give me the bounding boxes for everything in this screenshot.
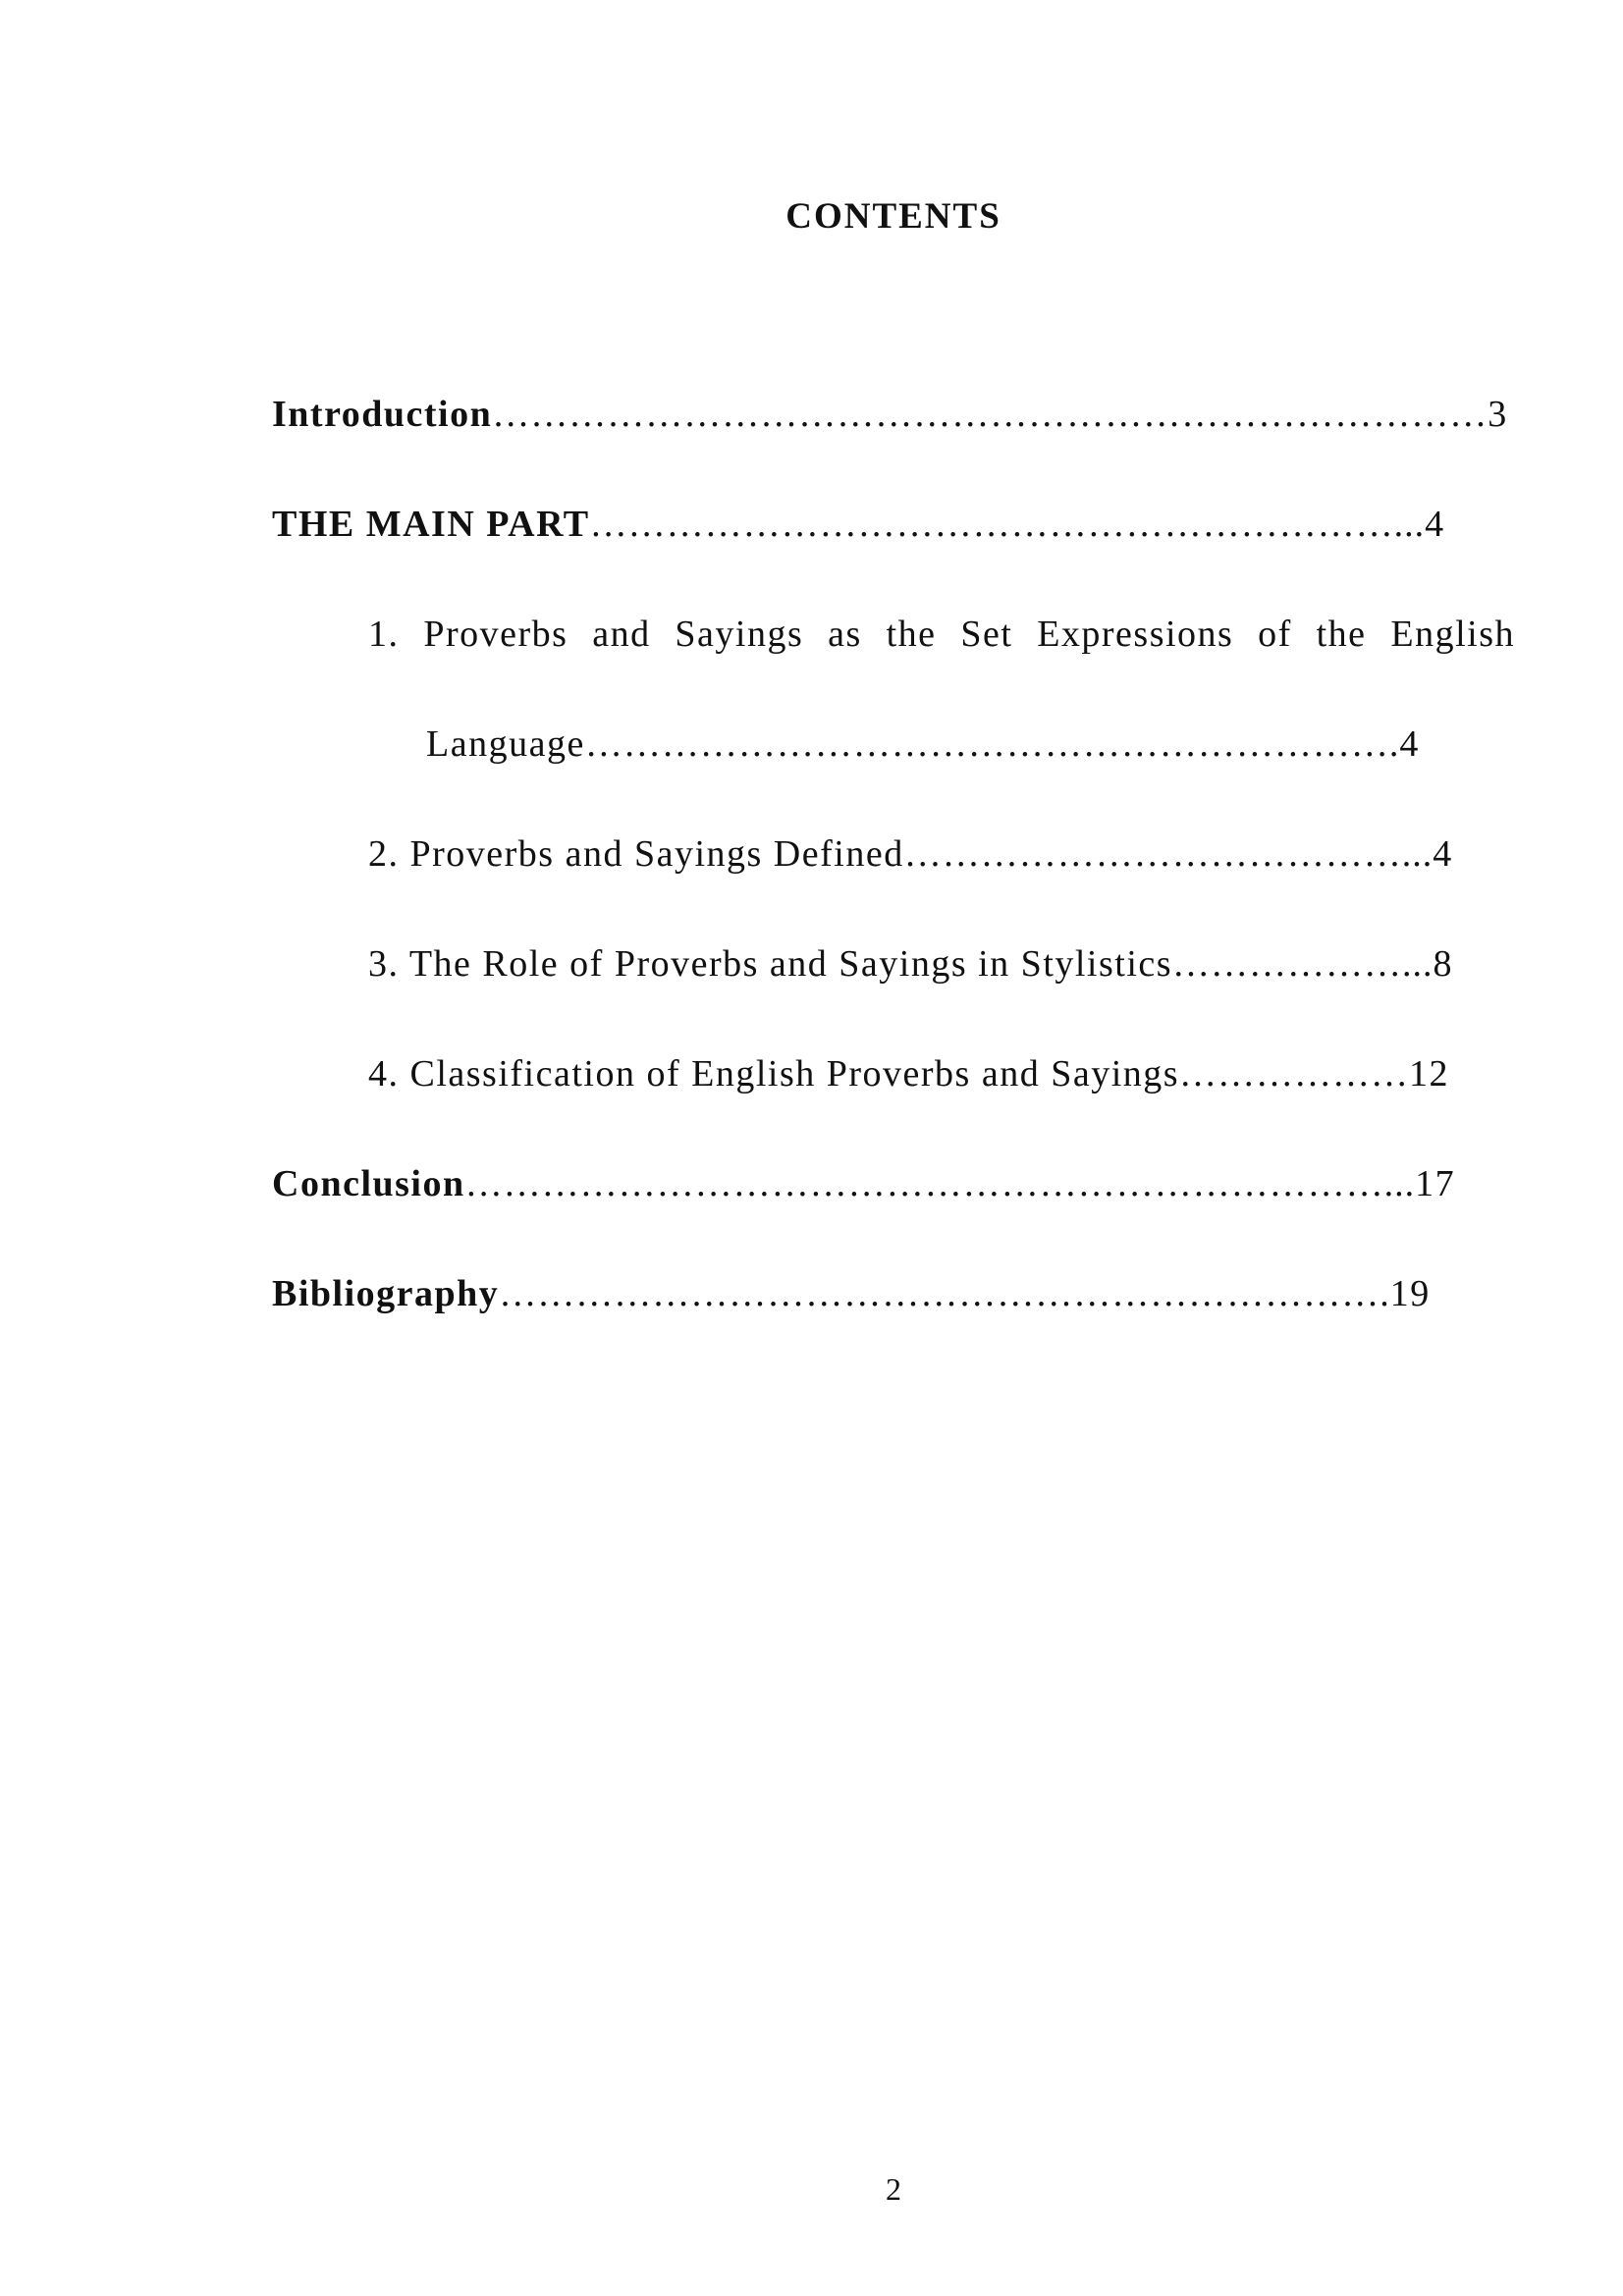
toc-leader-dots: ……………………………………………………………………: [492, 394, 1488, 435]
toc-leader-dots: ………………………………………………………………...: [464, 1163, 1416, 1204]
toc-page-number: 12: [1409, 1053, 1450, 1095]
toc-word: the: [1316, 614, 1367, 655]
toc-entry-title: 3. The Role of Proverbs and Sayings in Stylistics: [368, 943, 1173, 985]
toc-page-number: 4: [1433, 833, 1453, 875]
toc-entry-bibliography[interactable]: [272, 1270, 1519, 1317]
toc-word: and: [592, 614, 651, 655]
toc-page-number: 19: [1389, 1273, 1431, 1314]
toc-word: as: [828, 614, 862, 655]
toc-page-number: 8: [1433, 943, 1454, 985]
toc-entry-title: 2. Proverbs and Sayings Defined: [368, 833, 904, 875]
toc-entry-title: Bibliography: [272, 1273, 500, 1314]
toc-entry-main-part[interactable]: [272, 501, 1509, 548]
toc-word: the: [886, 614, 937, 655]
page-number: 2: [886, 2171, 901, 2207]
toc-entry-title: Introduction: [272, 394, 493, 435]
toc-leader-dots: …………………………………...: [903, 833, 1434, 875]
toc-word: Proverbs: [423, 614, 568, 655]
toc-page-number: 4: [1399, 723, 1420, 765]
toc-entry-item-3[interactable]: [368, 940, 1512, 988]
toc-entry-conclusion[interactable]: [272, 1160, 1519, 1207]
toc-page-number: 17: [1415, 1163, 1456, 1204]
toc-entry-item-2[interactable]: [368, 830, 1512, 878]
toc-entry-introduction[interactable]: [272, 391, 1509, 438]
toc-leader-dots: ………………: [1179, 1053, 1410, 1095]
toc-leader-dots: ………………...: [1172, 943, 1434, 985]
toc-entry-title: Conclusion: [272, 1163, 465, 1204]
toc-entry-item-1-line-1[interactable]: [368, 611, 1515, 658]
toc-entry-title: THE MAIN PART: [272, 504, 590, 545]
toc-word: Sayings: [675, 614, 804, 655]
toc-word: Set: [960, 614, 1013, 655]
toc-leader-dots: …………………………………………………………….: [499, 1273, 1390, 1314]
toc-word: of: [1258, 614, 1292, 655]
toc-word: Expressions: [1037, 614, 1234, 655]
toc-leader-dots: ……………………………………………………….: [584, 723, 1400, 765]
toc-entry-title: 4. Classification of English Proverbs and Sayings: [368, 1053, 1180, 1095]
toc-word: English: [1390, 614, 1515, 655]
toc-word: 1.: [368, 614, 400, 655]
toc-entry-title: Language: [426, 723, 585, 765]
toc-entry-item-1-line-2[interactable]: [426, 721, 1511, 768]
toc-entry-item-4[interactable]: [368, 1050, 1517, 1097]
toc-page-number: 4: [1425, 504, 1445, 545]
toc-page-number: 3: [1488, 394, 1508, 435]
toc-leader-dots: ………………………………………………………...: [589, 504, 1426, 545]
page-title: CONTENTS: [785, 196, 1001, 237]
